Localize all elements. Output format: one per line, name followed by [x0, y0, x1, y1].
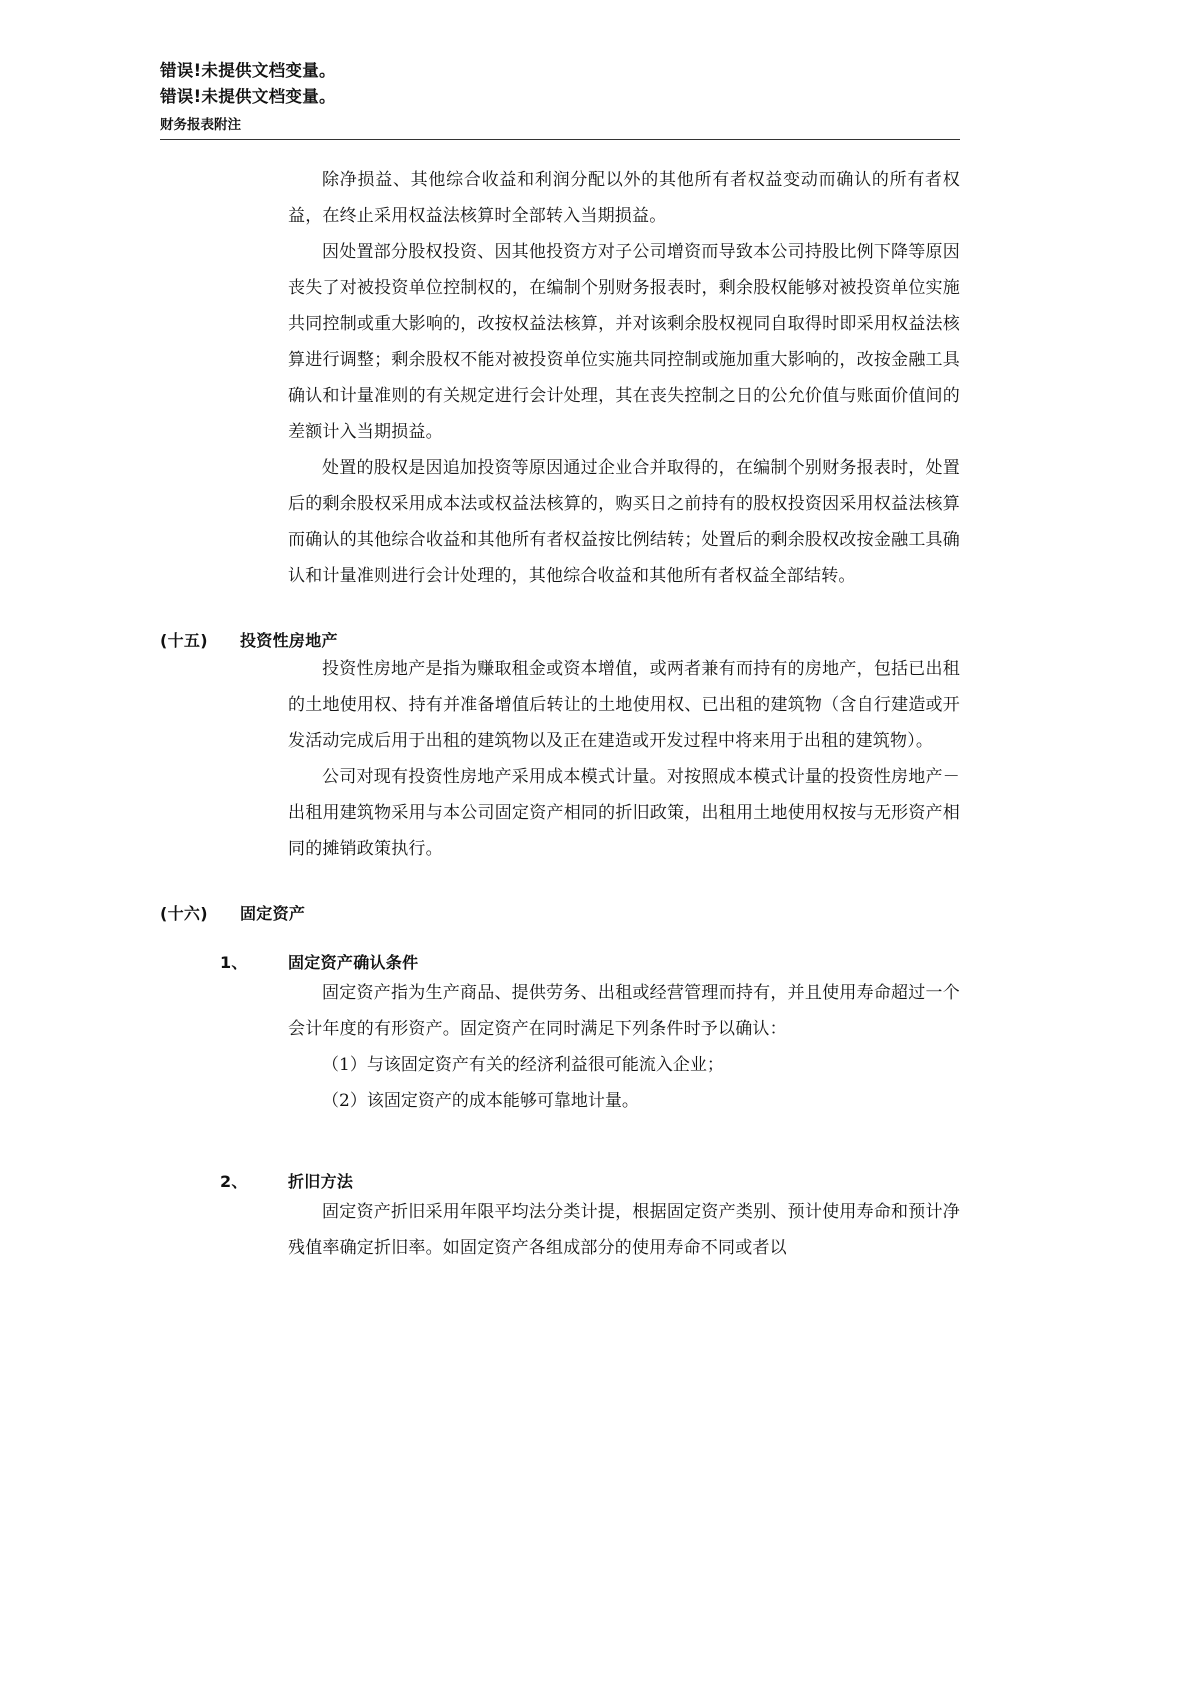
page-header: [160, 58, 960, 140]
header-divider: [160, 139, 960, 140]
document-body: [160, 162, 960, 1266]
section-heading-15: [160, 628, 960, 651]
subsection-2-body: [288, 1194, 960, 1266]
paragraph: 处置的股权是因追加投资等原因通过企业合并取得的，在编制个别财务报表时，处置后的剩余股权采用成本法或权益法核算的，购买日之前持有的股权投资因采用权益法核算而确认的其他综合收益和其他所有者权益按比例结转；处置后的剩余股权改按金融工具确认和计量准则进行会计处理的，其他综合收益和其他所有者权益全部结转。: [288, 458, 960, 586]
list-item: （2）该固定资产的成本能够可靠地计量。: [322, 1091, 639, 1111]
subsection-heading-2: [220, 1169, 960, 1192]
list-item: （1）与该固定资产有关的经济利益很可能流入企业；: [322, 1055, 724, 1075]
header-line-3: 财务报表附注: [160, 117, 241, 133]
subsection-heading-1: [220, 950, 960, 973]
paragraph: 公司对现有投资性房地产采用成本模式计量。对按照成本模式计量的投资性房地产－出租用建筑物采用与本公司固定资产相同的折旧政策，出租用土地使用权按与无形资产相同的摊销政策执行。: [288, 767, 960, 859]
subsection-number: 1、: [220, 953, 248, 972]
header-line-2: 错误!未提供文档变量。: [160, 87, 336, 106]
paragraph: 固定资产折旧采用年限平均法分类计提，根据固定资产类别、预计使用寿命和预计净残值率确定折旧率。如固定资产各组成部分的使用寿命不同或者以: [288, 1202, 960, 1258]
subsection-number: 2、: [220, 1172, 248, 1191]
header-line-1: 错误!未提供文档变量。: [160, 61, 336, 80]
subsection-title: 折旧方法: [288, 1172, 354, 1191]
subsection-1-body: [288, 975, 960, 1119]
subsection-title: 固定资产确认条件: [288, 953, 419, 972]
intro-paragraph-group: [288, 162, 960, 594]
section-number: (十六): [160, 904, 208, 923]
section-number: (十五): [160, 631, 208, 650]
section-title: 固定资产: [240, 904, 306, 923]
section-title: 投资性房地产: [240, 631, 338, 650]
section-15-body: [288, 651, 960, 867]
page-content: [160, 58, 960, 1266]
paragraph: 固定资产指为生产商品、提供劳务、出租或经营管理而持有，并且使用寿命超过一个会计年度的有形资产。固定资产在同时满足下列条件时予以确认：: [288, 983, 960, 1039]
paragraph: 因处置部分股权投资、因其他投资方对子公司增资而导致本公司持股比例下降等原因丧失了对被投资单位控制权的，在编制个别财务报表时，剩余股权能够对被投资单位实施共同控制或重大影响的，改按权益法核算，并对该剩余股权视同自取得时即采用权益法核算进行调整；剩余股权不能对被投资单位实施共同控制或施加重大影响的，改按金融工具确认和计量准则的有关规定进行会计处理，其在丧失控制之日的公允价值与账面价值间的差额计入当期损益。: [288, 242, 960, 442]
paragraph: 投资性房地产是指为赚取租金或资本增值，或两者兼有而持有的房地产，包括已出租的土地使用权、持有并准备增值后转让的土地使用权、已出租的建筑物（含自行建造或开发活动完成后用于出租的建筑物以及正在建造或开发过程中将来用于出租的建筑物）。: [288, 659, 960, 751]
section-heading-16: [160, 901, 960, 924]
paragraph: 除净损益、其他综合收益和利润分配以外的其他所有者权益变动而确认的所有者权益，在终止采用权益法核算时全部转入当期损益。: [288, 170, 960, 226]
